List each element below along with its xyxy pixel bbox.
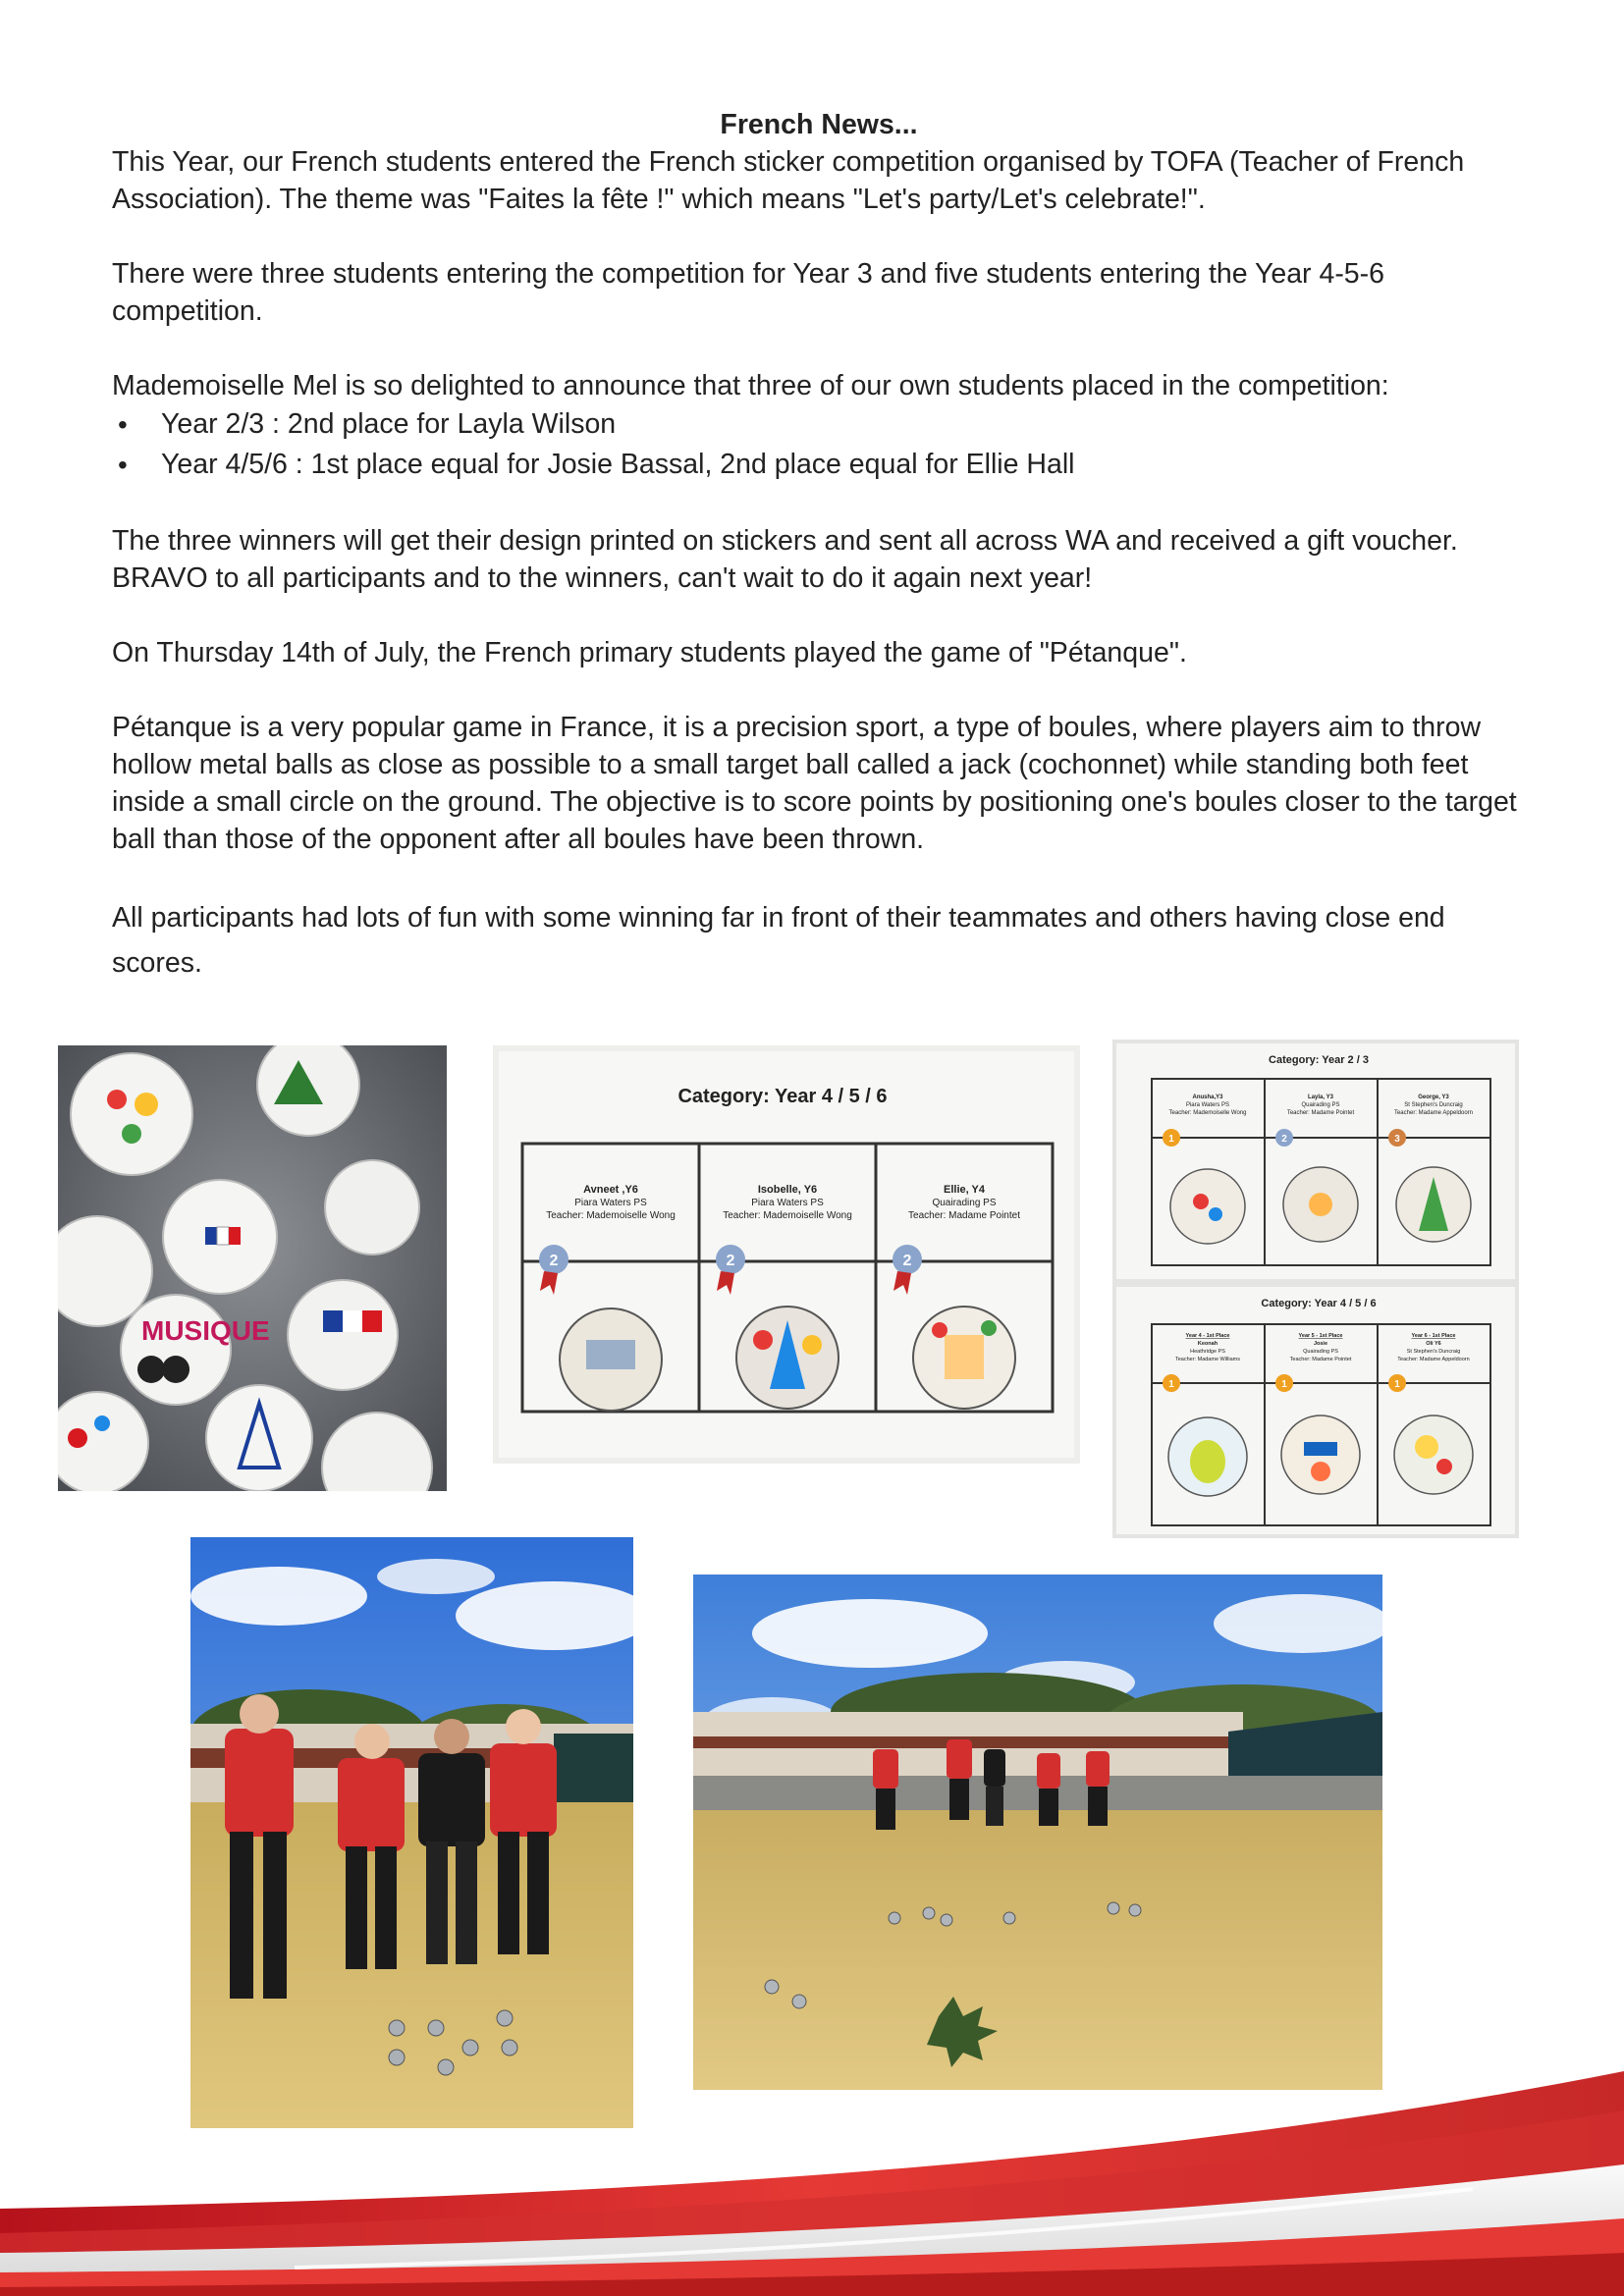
paragraph-fun: All participants had lots of fun with some winning far in front of their teammates and others having close end scores. — [112, 902, 1445, 979]
sheet-heading: Category: Year 4 / 5 / 6 — [677, 1086, 888, 1107]
entry-name: Oli Y6 — [1426, 1341, 1441, 1347]
entry-school: Piara Waters PS — [751, 1198, 824, 1208]
svg-text:2: 2 — [1281, 1134, 1287, 1145]
list-item: • Year 2/3 : 2nd place for Layla Wilson — [112, 404, 1526, 445]
paragraph-intro: This Year, our French students entered the French sticker competition organised by TOFA (Teacher of French Association). The theme was "Faites la fête !" which means "Let's party/Let's celebrate!". — [112, 146, 1465, 215]
paragraph-entries: There were three students entering the competition for Year 3 and five students entering the Year 4-5-6 competition. — [112, 258, 1384, 327]
entry-school: Quairading PS — [1301, 1102, 1340, 1108]
svg-text:3: 3 — [1394, 1134, 1400, 1145]
paragraph-petanque-date: On Thursday 14th of July, the French primary students played the game of "Pétanque". — [112, 637, 1187, 668]
entry-teacher: Teacher: Mademoiselle Wong — [1168, 1110, 1247, 1116]
list-item: • Year 4/5/6 : 1st place equal for Josie Bassal, 2nd place equal for Ellie Hall — [112, 445, 1526, 485]
paragraph-announcement: Mademoiselle Mel is so delighted to announce that three of our own students placed in the competition: — [112, 370, 1389, 401]
entry-teacher: Teacher: Madame Pointet — [1289, 1357, 1352, 1362]
entry-teacher: Teacher: Madame Appeldoorn — [1397, 1357, 1470, 1362]
entry-name: Anusha,Y3 — [1192, 1095, 1223, 1100]
category-sheet-photo — [493, 1045, 1080, 1464]
svg-text:MUSIQUE: MUSIQUE — [141, 1315, 270, 1346]
entry-name: Layla, Y3 — [1308, 1095, 1333, 1100]
sheet-heading: Category: Year 4 / 5 / 6 — [1261, 1298, 1377, 1309]
entry-teacher: Teacher: Madame Williams — [1174, 1357, 1241, 1362]
winners-sheet-photo — [1112, 1040, 1519, 1538]
entry-name: Ellie, Y4 — [944, 1184, 985, 1196]
article — [112, 106, 1526, 986]
svg-text:1: 1 — [1281, 1379, 1287, 1390]
paragraph-prizes: The three winners will get their design printed on stickers and sent all across WA and received a gift voucher. BRAVO to all participants and to the winners, can't wait to do it again next year! — [112, 525, 1458, 594]
svg-text:1: 1 — [1394, 1379, 1400, 1390]
entry-teacher: Teacher: Madame Appeldoorn — [1393, 1110, 1474, 1116]
svg-text:2: 2 — [902, 1253, 912, 1269]
entry-school: Quairading PS — [1303, 1349, 1338, 1355]
svg-text:1: 1 — [1168, 1379, 1174, 1390]
winners-list — [112, 404, 1526, 485]
entry-name: George, Y3 — [1418, 1095, 1449, 1100]
entry-school: Piara Waters PS — [1185, 1102, 1230, 1108]
entry-name: Josie — [1313, 1341, 1328, 1347]
entry-teacher: Teacher: Madame Pointet — [908, 1210, 1020, 1221]
sheet-heading: Category: Year 2 / 3 — [1269, 1054, 1369, 1066]
entry-name: Isobelle, Y6 — [757, 1184, 818, 1196]
entry-place: Year 5 - 1st Place — [1298, 1333, 1343, 1339]
entry-place: Year 4 - 1st Place — [1185, 1333, 1230, 1339]
entry-school: Piara Waters PS — [574, 1198, 647, 1208]
footer-wave-decoration — [0, 2071, 1624, 2296]
svg-text:2: 2 — [549, 1253, 559, 1269]
entry-school: Quairading PS — [932, 1198, 997, 1208]
article-title: French News... — [720, 109, 918, 140]
students-petanque-photo — [190, 1537, 633, 2128]
svg-text:2: 2 — [726, 1253, 735, 1269]
entry-teacher: Teacher: Mademoiselle Wong — [723, 1210, 852, 1221]
entry-place: Year 6 - 1st Place — [1411, 1333, 1456, 1339]
entry-teacher: Teacher: Madame Pointet — [1286, 1110, 1355, 1116]
entry-name: Avneet ,Y6 — [583, 1184, 638, 1196]
paragraph-petanque-description: Pétanque is a very popular game in France, it is a precision sport, a type of boules, where players aim to throw hollow metal balls as close as possible to a small target ball called a jack (cochonnet) while standing both feet inside a small circle on the ground. The objective is to score points by positioning one's boules closer to the target ball than those of the opponent after all boules have been thrown. — [112, 712, 1517, 855]
stickers-collage-photo — [58, 1045, 447, 1491]
entry-name: Keonah — [1197, 1341, 1218, 1347]
svg-text:1: 1 — [1168, 1134, 1174, 1145]
entry-teacher: Teacher: Mademoiselle Wong — [546, 1210, 676, 1221]
entry-school: St Stephen's Duncraig — [1404, 1102, 1463, 1108]
entry-school: Heathridge PS — [1190, 1349, 1225, 1355]
entry-school: St Stephen's Duncraig — [1406, 1349, 1461, 1355]
petanque-court-photo — [693, 1575, 1382, 2090]
